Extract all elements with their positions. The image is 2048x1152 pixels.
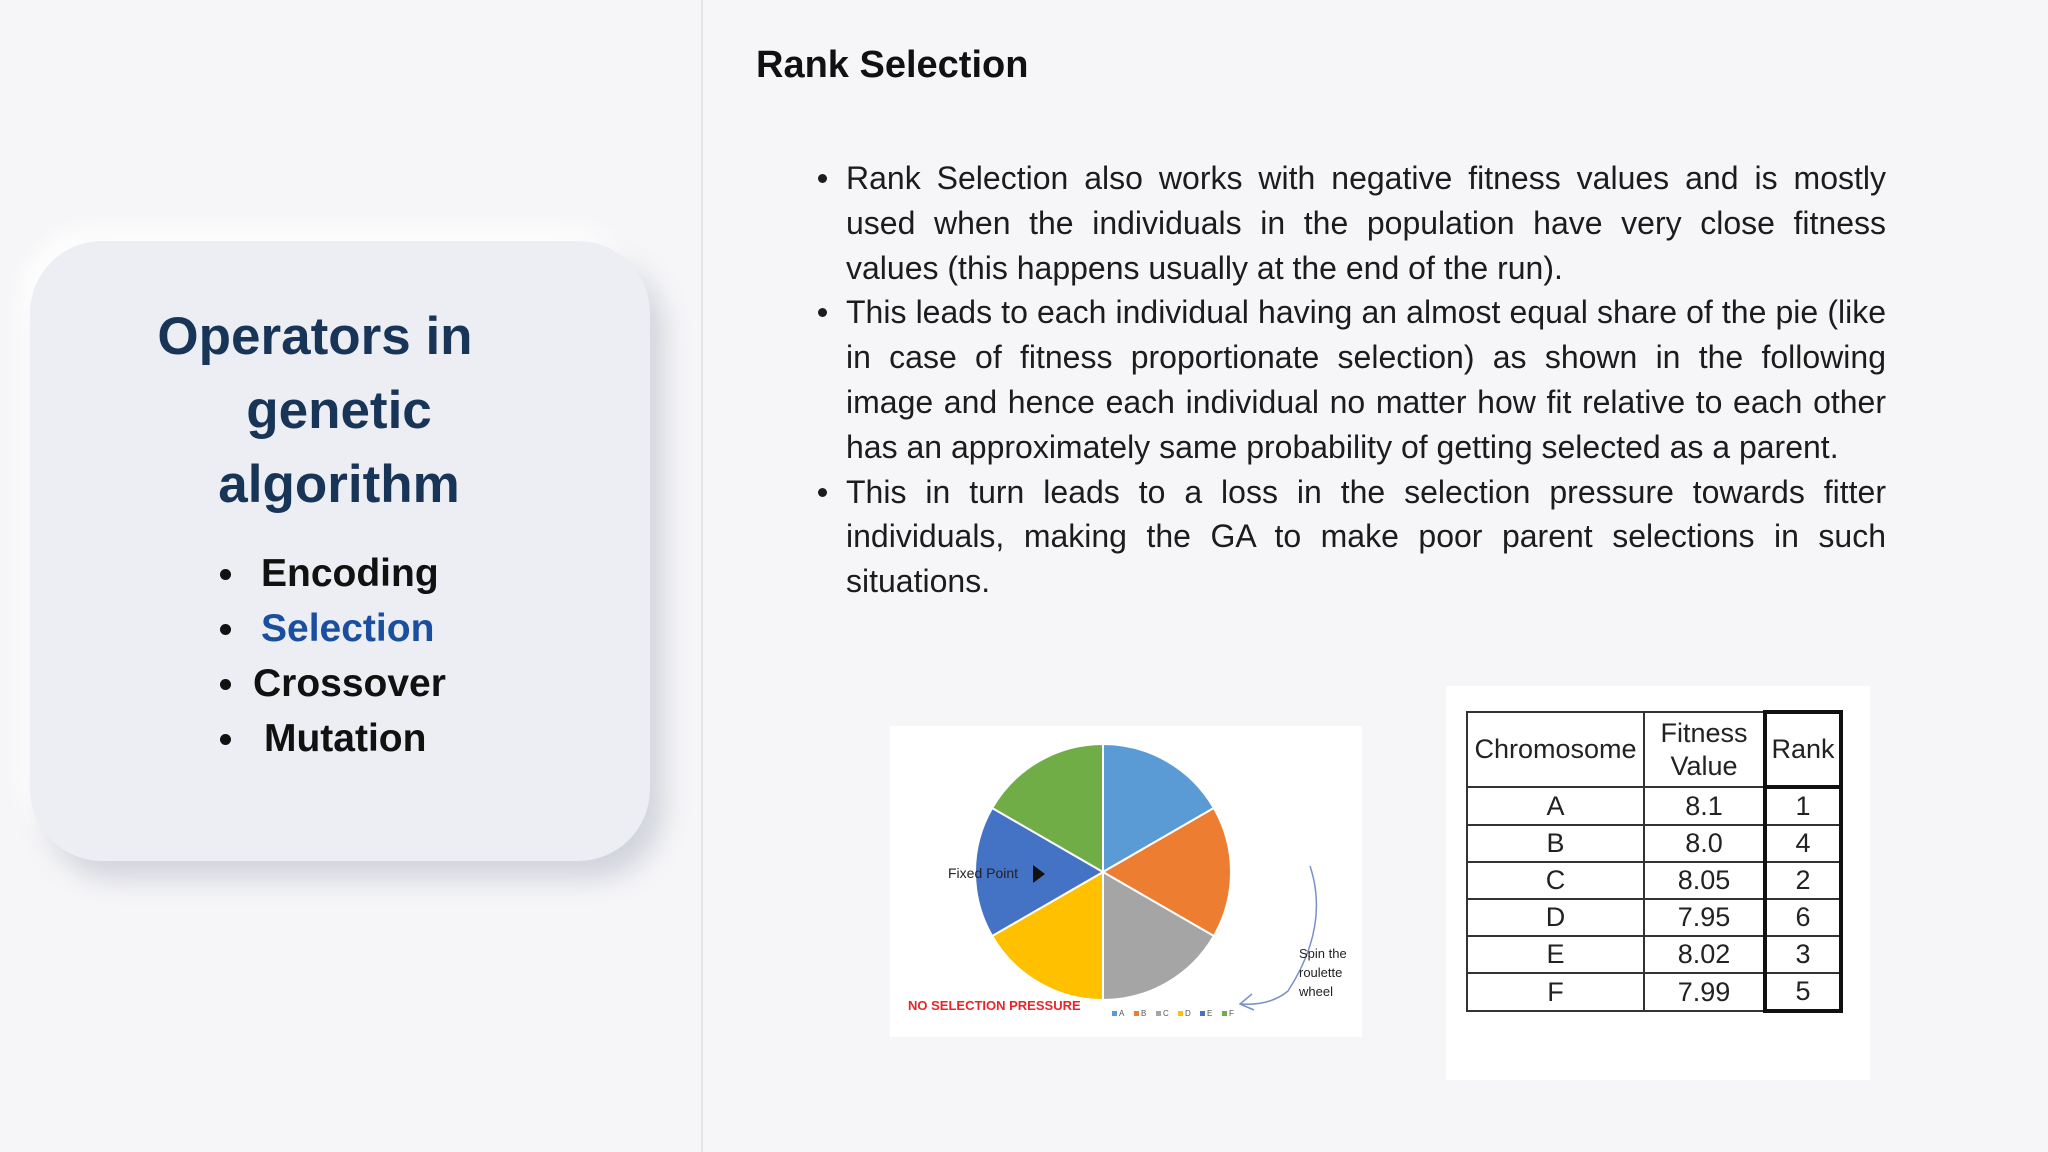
table-cell: 4: [1765, 825, 1841, 862]
table-row: [1467, 899, 1841, 936]
table-cell: 8.1: [1644, 787, 1765, 825]
content-bullet: Rank Selection also works with negative fitness values and is mostly used when the individuals in the population have very close fitness values (this happens usually at the end of the run).: [818, 156, 1886, 290]
table-row: [1467, 825, 1841, 862]
spin-arrow-head-icon: [1240, 994, 1254, 1010]
table-cell: 8.02: [1644, 936, 1765, 973]
panel-divider: [701, 0, 703, 1152]
content-bullet: This leads to each individual having an almost equal share of the pie (like in case of fitness proportionate selection) as shown in the following image and hence each individual no matter how fit relative to each other has an approximately same probability of getting selected as a parent.: [818, 290, 1886, 469]
rank-table-image: [1446, 686, 1870, 1080]
spin-label-line: Spin the: [1299, 946, 1347, 961]
table-cell: B: [1467, 825, 1644, 862]
topic-title-line: genetic: [246, 381, 432, 440]
legend-label: D: [1185, 1009, 1191, 1018]
column-header-text: Fitness Value: [1660, 717, 1748, 781]
table-cell: D: [1467, 899, 1644, 936]
pie-legend: [1112, 1009, 1234, 1018]
operator-label: Crossover: [253, 662, 446, 705]
legend-swatch: [1200, 1011, 1205, 1016]
column-header: [1644, 712, 1765, 787]
spin-label-line: roulette: [1299, 965, 1343, 980]
table-row: [1467, 862, 1841, 899]
content-bullets: [818, 156, 1886, 604]
operator-label: Selection: [261, 607, 435, 650]
table-cell: 5: [1765, 973, 1841, 1011]
legend-label: C: [1163, 1009, 1169, 1018]
topic-title-line: algorithm: [218, 455, 460, 514]
table-cell: 8.05: [1644, 862, 1765, 899]
table-cell: F: [1467, 973, 1644, 1011]
table-cell: E: [1467, 936, 1644, 973]
roulette-wheel-svg: [890, 726, 1362, 1037]
table-cell: A: [1467, 787, 1644, 825]
table-cell: 2: [1765, 862, 1841, 899]
bullet-dot: [220, 569, 231, 580]
table-cell: 6: [1765, 899, 1841, 936]
table-row: [1467, 787, 1841, 825]
rank-table: [1466, 710, 1843, 1013]
legend-swatch: [1112, 1011, 1117, 1016]
legend-swatch: [1134, 1011, 1139, 1016]
table-row: [1467, 936, 1841, 973]
roulette-wheel-image: [890, 726, 1362, 1037]
table-cell: 3: [1765, 936, 1841, 973]
table-cell: 7.99: [1644, 973, 1765, 1011]
bullet-dot: [220, 734, 231, 745]
legend-label: A: [1119, 1009, 1125, 1018]
operator-label: Mutation: [264, 717, 427, 760]
table-cell: C: [1467, 862, 1644, 899]
table-cell: 1: [1765, 787, 1841, 825]
fixed-point-label: Fixed Point: [948, 865, 1019, 881]
legend-swatch: [1178, 1011, 1183, 1016]
content-bullet: This in turn leads to a loss in the selection pressure towards fitter individuals, making the GA to make poor parent selections in such situations.: [818, 470, 1886, 604]
table-header-row: [1467, 712, 1841, 787]
column-header: Chromosome: [1467, 712, 1644, 787]
spin-label-line: wheel: [1299, 984, 1333, 999]
legend-swatch: [1222, 1011, 1227, 1016]
legend-label: B: [1141, 1009, 1147, 1018]
column-header: Rank: [1765, 712, 1841, 787]
bullet-dot: [220, 679, 231, 690]
operator-label: Encoding: [261, 552, 439, 595]
table-cell: 7.95: [1644, 899, 1765, 936]
bullet-dot: [220, 624, 231, 635]
legend-swatch: [1156, 1011, 1161, 1016]
table-cell: 8.0: [1644, 825, 1765, 862]
topic-title: [30, 300, 650, 522]
legend-label: F: [1229, 1009, 1234, 1018]
topic-title-line: Operators in: [157, 307, 473, 366]
table-row: [1467, 973, 1841, 1011]
legend-label: E: [1207, 1009, 1213, 1018]
page-title: Rank Selection: [756, 44, 1029, 86]
no-selection-pressure-label: NO SELECTION PRESSURE: [908, 998, 1081, 1013]
